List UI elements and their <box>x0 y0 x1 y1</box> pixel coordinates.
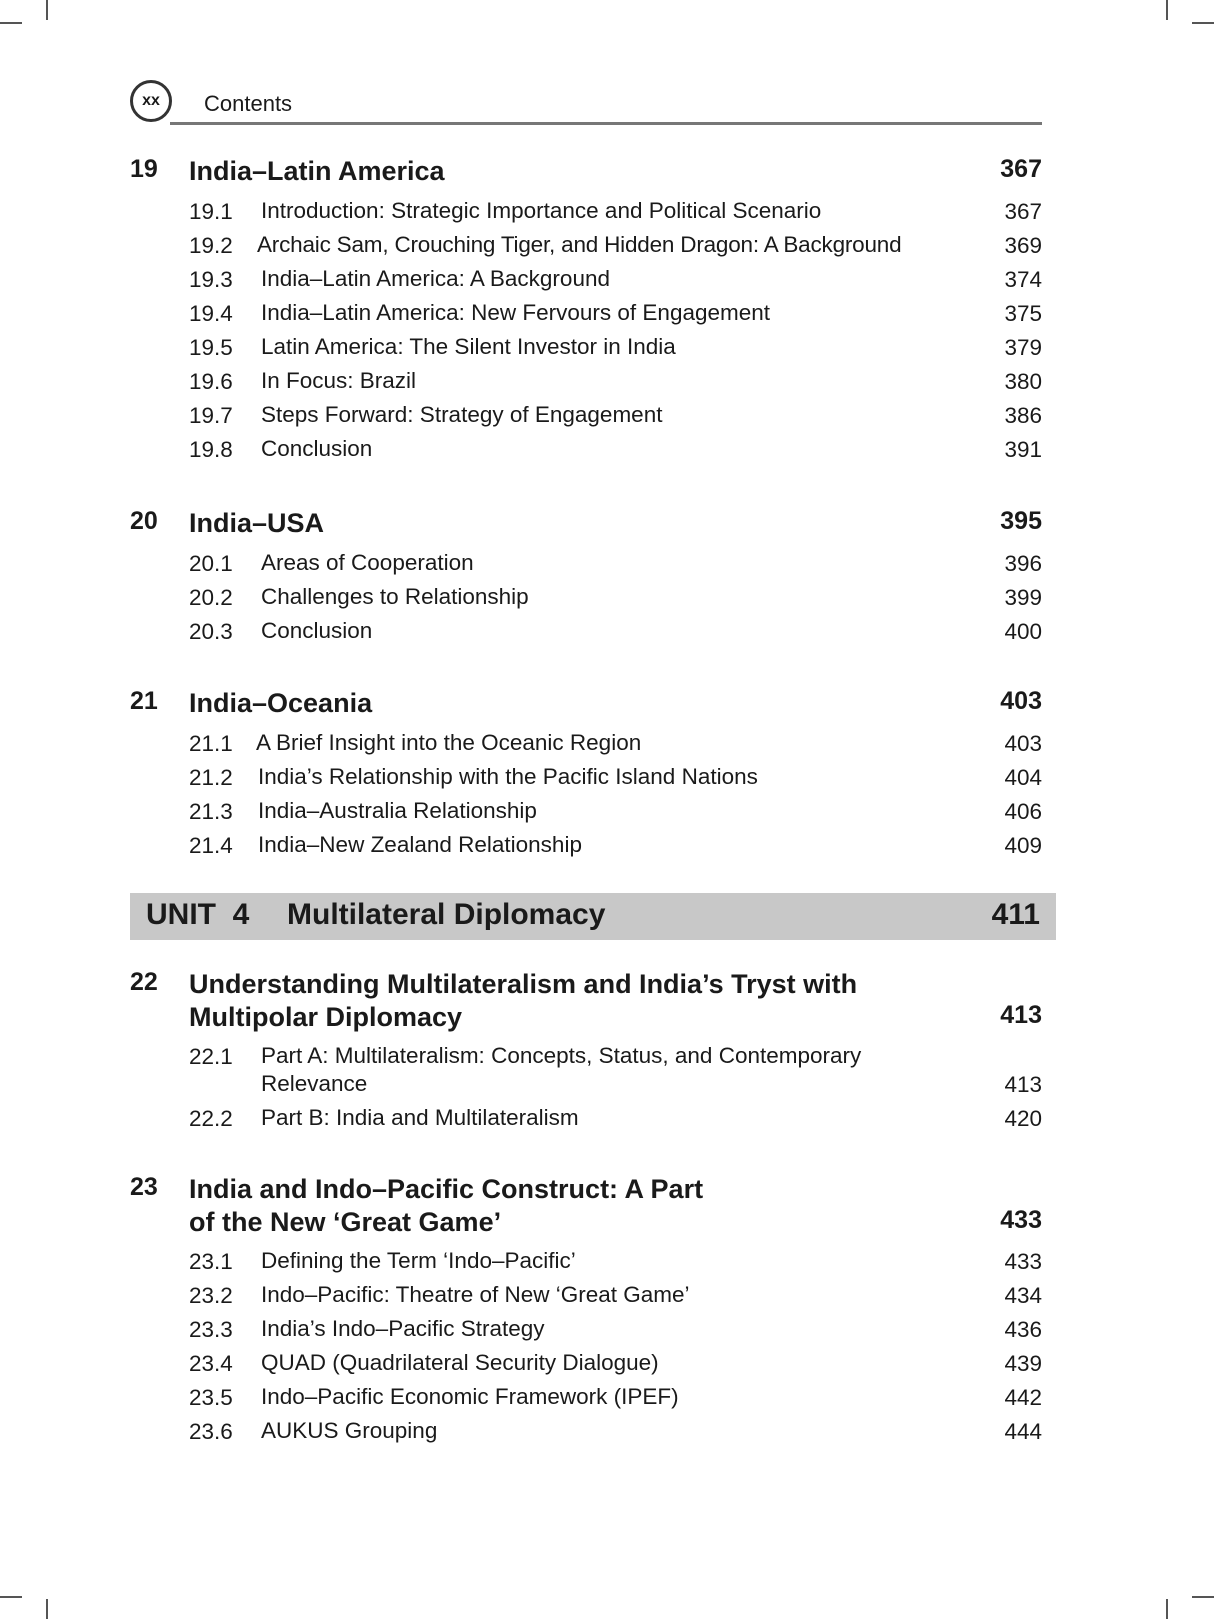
section-page: 409 <box>1004 833 1042 858</box>
section-page: 375 <box>1004 301 1042 326</box>
toc-entry[interactable] <box>189 1315 1042 1345</box>
section-number: 22.1 <box>189 1044 233 1069</box>
section-page: 369 <box>1004 233 1042 258</box>
section-title: Defining the Term ‘Indo–Pacific’ <box>261 1248 576 1273</box>
unit-banner[interactable] <box>130 893 1056 940</box>
chapter-page: 413 <box>1000 1001 1042 1029</box>
section-title: Steps Forward: Strategy of Engagement <box>261 402 663 427</box>
section-page: 367 <box>1004 199 1042 224</box>
section-number: 23.1 <box>189 1249 233 1274</box>
section-title: India–Latin America: New Fervours of Engagement <box>261 300 771 325</box>
section-number: 19.8 <box>189 437 233 462</box>
chapter-21 <box>130 687 1042 867</box>
section-title: Conclusion <box>261 618 373 643</box>
section-title-line-1: Part A: Multilateralism: Concepts, Status, and Contemporary <box>261 1043 862 1068</box>
section-title: Part B: India and Multilateralism <box>261 1105 579 1130</box>
chapter-page: 403 <box>1000 687 1042 715</box>
toc-entry[interactable] <box>189 831 1042 861</box>
toc-entry[interactable] <box>189 763 1042 793</box>
toc-entry[interactable] <box>189 729 1042 759</box>
chapter-page: 433 <box>1000 1206 1042 1234</box>
toc-entry[interactable] <box>189 435 1042 465</box>
section-title: Indo–Pacific Economic Framework (IPEF) <box>261 1384 679 1409</box>
chapter-number: 19 <box>130 155 158 183</box>
chapter-title-line-1[interactable]: India and Indo–Pacific Construct: A Part <box>189 1174 704 1204</box>
chapter-title[interactable]: India–USA <box>189 508 325 538</box>
toc-entry[interactable] <box>189 797 1042 827</box>
chapter-number: 21 <box>130 687 158 715</box>
section-number: 20.1 <box>189 551 233 576</box>
section-page: 434 <box>1004 1283 1042 1308</box>
section-page: 439 <box>1004 1351 1042 1376</box>
chapter-23 <box>130 1173 1042 1453</box>
section-number: 20.2 <box>189 585 233 610</box>
chapter-title-line-2[interactable]: of the New ‘Great Game’ <box>189 1207 502 1237</box>
section-number: 22.2 <box>189 1106 233 1131</box>
crop-mark-top-right <box>1166 0 1168 20</box>
chapter-number: 20 <box>130 507 158 535</box>
section-page: 386 <box>1004 403 1042 428</box>
section-number: 23.4 <box>189 1351 233 1376</box>
section-title: Latin America: The Silent Investor in India <box>261 334 676 359</box>
section-number: 19.7 <box>189 403 233 428</box>
section-number: 19.4 <box>189 301 233 326</box>
chapter-title[interactable]: India–Latin America <box>189 156 445 186</box>
section-title: Introduction: Strategic Importance and Political Scenario <box>261 198 822 223</box>
unit-title: Multilateral Diplomacy <box>287 898 606 931</box>
toc-entry[interactable] <box>189 1247 1042 1277</box>
section-page: 403 <box>1004 731 1042 756</box>
toc-entry[interactable] <box>189 1104 1042 1134</box>
section-page: 400 <box>1004 619 1042 644</box>
section-title: A Brief Insight into the Oceanic Region <box>256 730 642 755</box>
section-page: 399 <box>1004 585 1042 610</box>
crop-mark-top-left <box>46 0 48 20</box>
section-title: Indo–Pacific: Theatre of New ‘Great Game’ <box>261 1282 690 1307</box>
section-title: India–Latin America: A Background <box>261 266 610 291</box>
section-title-line-2: Relevance <box>261 1071 368 1096</box>
section-title: India–Australia Relationship <box>258 798 537 823</box>
toc-entry[interactable] <box>189 549 1042 579</box>
section-page: 413 <box>1004 1072 1042 1097</box>
unit-page: 411 <box>991 898 1040 931</box>
toc-entry[interactable] <box>189 1349 1042 1379</box>
section-number: 23.2 <box>189 1283 233 1308</box>
toc-entry[interactable] <box>189 231 1042 261</box>
header-rule <box>170 122 1042 125</box>
section-page: 380 <box>1004 369 1042 394</box>
section-title: Challenges to Relationship <box>261 584 529 609</box>
toc-entry[interactable] <box>189 1383 1042 1413</box>
chapter-title-line-2[interactable]: Multipolar Diplomacy <box>189 1002 463 1032</box>
toc-entry[interactable] <box>189 299 1042 329</box>
crop-mark-top-right-h <box>1192 22 1214 24</box>
section-number: 19.3 <box>189 267 233 292</box>
toc-entry[interactable] <box>189 1281 1042 1311</box>
page-header <box>130 80 1042 126</box>
crop-mark-bottom-left-h <box>0 1596 22 1598</box>
section-page: 374 <box>1004 267 1042 292</box>
section-page: 436 <box>1004 1317 1042 1342</box>
section-number: 21.3 <box>189 799 233 824</box>
section-title: In Focus: Brazil <box>261 368 417 393</box>
section-number: 19.5 <box>189 335 233 360</box>
section-number: 21.2 <box>189 765 233 790</box>
section-number: 23.5 <box>189 1385 233 1410</box>
section-page: 391 <box>1004 437 1042 462</box>
section-title: India–New Zealand Relationship <box>258 832 582 857</box>
page-title: Contents <box>204 91 293 116</box>
toc-entry[interactable] <box>189 1417 1042 1447</box>
toc-entry[interactable] <box>189 617 1042 647</box>
section-number: 21.1 <box>189 731 233 756</box>
section-title: Conclusion <box>261 436 373 461</box>
section-number: 23.3 <box>189 1317 233 1342</box>
toc-entry[interactable] <box>189 401 1042 431</box>
section-number: 23.6 <box>189 1419 233 1444</box>
section-page: 379 <box>1004 335 1042 360</box>
chapter-19 <box>130 155 1042 475</box>
section-page: 442 <box>1004 1385 1042 1410</box>
toc-entry[interactable] <box>189 333 1042 363</box>
section-page: 433 <box>1004 1249 1042 1274</box>
section-page: 396 <box>1004 551 1042 576</box>
chapter-20 <box>130 507 1042 657</box>
section-page: 406 <box>1004 799 1042 824</box>
chapter-title-line-1[interactable]: Understanding Multilateralism and India’s Tryst with <box>189 969 858 999</box>
unit-label: UNIT 4 <box>146 898 250 931</box>
toc-entry[interactable] <box>189 265 1042 295</box>
toc-entry[interactable] <box>189 583 1042 613</box>
section-title: QUAD (Quadrilateral Security Dialogue) <box>261 1350 659 1375</box>
chapter-page: 395 <box>1000 507 1042 535</box>
chapter-title[interactable]: India–Oceania <box>189 688 373 718</box>
section-number: 19.1 <box>189 199 233 224</box>
chapter-page: 367 <box>1000 155 1042 183</box>
crop-mark-bottom-right <box>1166 1599 1168 1619</box>
section-title: Areas of Cooperation <box>261 550 474 575</box>
section-title: AUKUS Grouping <box>261 1418 438 1443</box>
section-page: 404 <box>1004 765 1042 790</box>
section-number: 20.3 <box>189 619 233 644</box>
chapter-22 <box>130 968 1042 1133</box>
toc-entry[interactable] <box>189 197 1042 227</box>
section-title: India’s Relationship with the Pacific Island Nations <box>258 764 758 789</box>
toc-entry[interactable] <box>189 1042 1042 1100</box>
section-number: 19.2 <box>189 233 233 258</box>
chapter-number: 23 <box>130 1173 158 1201</box>
section-page: 444 <box>1004 1419 1042 1444</box>
section-number: 19.6 <box>189 369 233 394</box>
section-number: 21.4 <box>189 833 233 858</box>
crop-mark-bottom-left <box>46 1599 48 1619</box>
toc-entry[interactable] <box>189 367 1042 397</box>
section-title: Archaic Sam, Crouching Tiger, and Hidden Dragon: A Background <box>257 232 902 257</box>
page-number-badge: xx <box>130 80 172 122</box>
section-title: India’s Indo–Pacific Strategy <box>261 1316 545 1341</box>
section-page: 420 <box>1004 1106 1042 1131</box>
crop-mark-bottom-right-h <box>1192 1596 1214 1598</box>
chapter-number: 22 <box>130 968 158 996</box>
crop-mark-top-left-h <box>0 22 22 24</box>
